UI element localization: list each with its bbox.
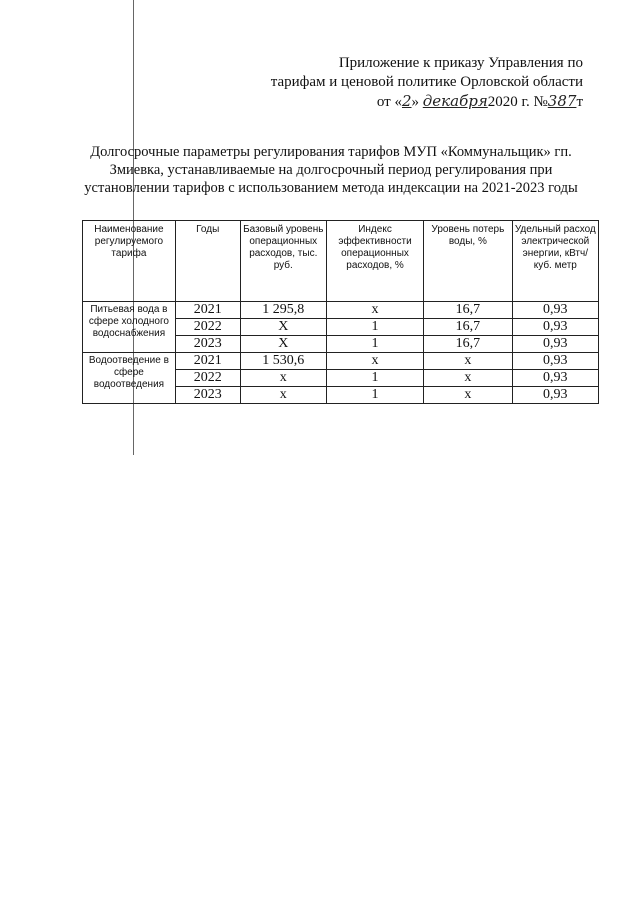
- cell-efficiency-index: 1: [326, 387, 423, 404]
- cell-base-opex: Х: [240, 336, 326, 353]
- cell-base-opex: 1 530,6: [240, 353, 326, 370]
- cell-base-opex: 1 295,8: [240, 302, 326, 319]
- header-tariff-name: Наименование регулируемого тарифа: [83, 221, 176, 302]
- order-suffix: т: [576, 94, 583, 110]
- cell-year: 2023: [175, 387, 240, 404]
- cell-year: 2022: [175, 319, 240, 336]
- cell-year: 2022: [175, 370, 240, 387]
- group-name-wastewater: Водоотведение в сфере водоотведения: [83, 353, 176, 404]
- cell-water-loss: х: [424, 370, 513, 387]
- cell-year: 2023: [175, 336, 240, 353]
- table-row: [83, 302, 599, 319]
- cell-efficiency-index: х: [326, 353, 423, 370]
- handwritten-day: 2: [401, 92, 412, 110]
- cell-water-loss: х: [424, 353, 513, 370]
- cell-year: 2021: [175, 302, 240, 319]
- handwritten-order-number: 387: [547, 92, 577, 110]
- header-line-2: тарифам и ценовой политике Орловской области: [270, 74, 583, 90]
- header-line-1: Приложение к приказу Управления по: [338, 55, 583, 71]
- header-date-line: [271, 92, 583, 112]
- date-mid: »: [411, 94, 420, 110]
- document-header: [271, 54, 583, 112]
- cell-water-loss: х: [424, 387, 513, 404]
- cell-energy: 0,93: [512, 387, 598, 404]
- cell-efficiency-index: х: [326, 302, 423, 319]
- table-row: [83, 353, 599, 370]
- header-water-loss: Уровень потерь воды, %: [424, 221, 513, 302]
- cell-water-loss: 16,7: [424, 319, 513, 336]
- group-name-drinking-water: Питьевая вода в сфере холодного водоснабжения: [83, 302, 176, 353]
- header-base-opex: Базовый уровень операционных расходов, тыс. руб.: [240, 221, 326, 302]
- cell-energy: 0,93: [512, 302, 598, 319]
- parameters-table: [82, 220, 599, 404]
- date-prefix: от «: [376, 94, 402, 110]
- cell-efficiency-index: 1: [326, 370, 423, 387]
- date-year: 2020 г. №: [487, 94, 548, 110]
- cell-energy: 0,93: [512, 353, 598, 370]
- cell-efficiency-index: 1: [326, 319, 423, 336]
- cell-base-opex: Х: [240, 319, 326, 336]
- cell-energy: 0,93: [512, 319, 598, 336]
- cell-water-loss: 16,7: [424, 302, 513, 319]
- header-years: Годы: [175, 221, 240, 302]
- cell-base-opex: х: [240, 370, 326, 387]
- cell-water-loss: 16,7: [424, 336, 513, 353]
- document-title: Долгосрочные параметры регулирования тарифов МУП «Коммунальщик» гп. Змиевка, устанавливаемые на долгосрочный период регулирования при установлении тарифов с использованием метода индексации на 2021-2023 годы: [84, 144, 578, 196]
- cell-base-opex: х: [240, 387, 326, 404]
- cell-energy: 0,93: [512, 370, 598, 387]
- cell-energy: 0,93: [512, 336, 598, 353]
- table-header-row: [83, 221, 599, 302]
- cell-efficiency-index: 1: [326, 336, 423, 353]
- header-efficiency-index: Индекс эффективности операционных расходов, %: [326, 221, 423, 302]
- cell-year: 2021: [175, 353, 240, 370]
- header-energy-consumption: Удельный расход электрической энергии, кВтч/куб. метр: [512, 221, 598, 302]
- handwritten-month: декабря: [422, 92, 488, 110]
